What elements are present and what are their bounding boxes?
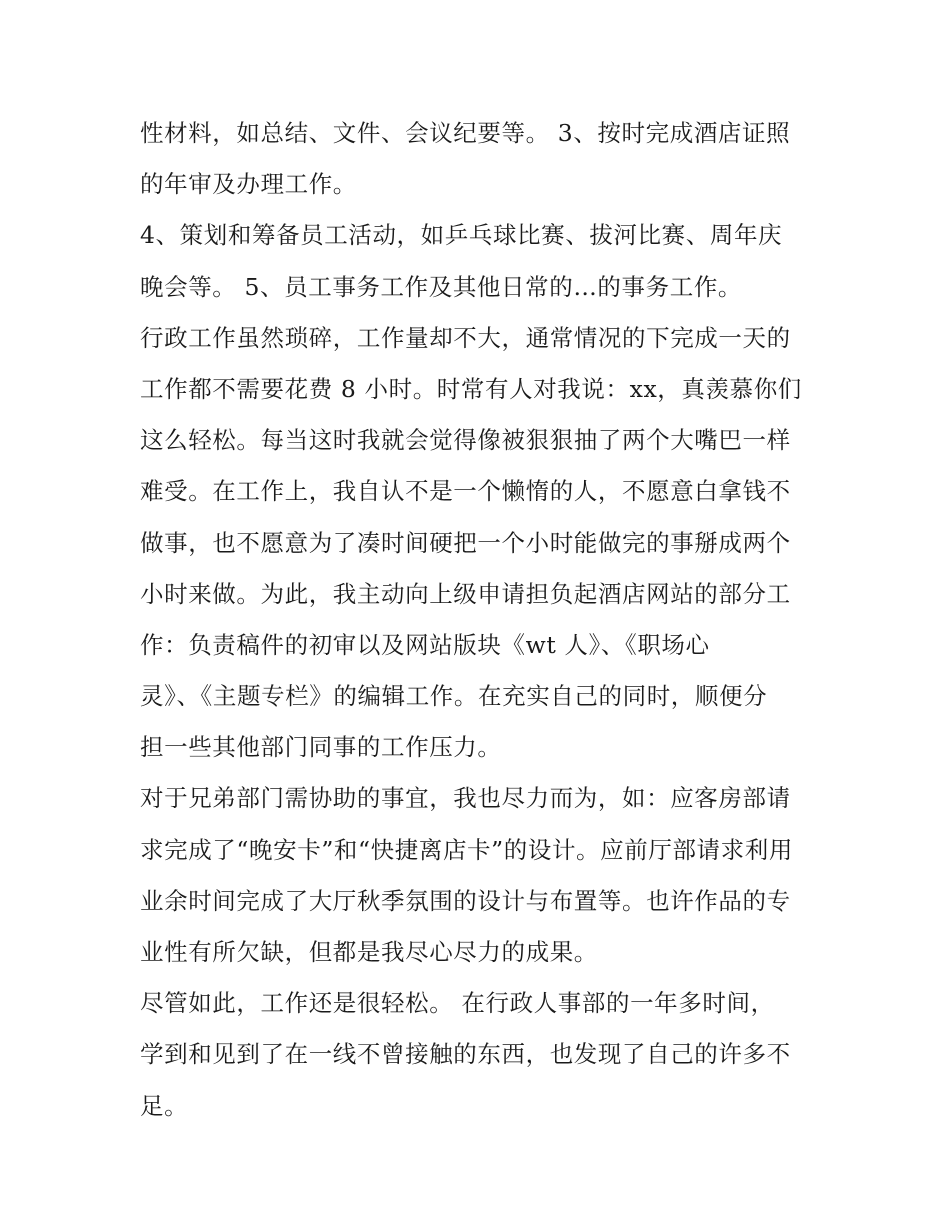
text-line-16: 业余时间完成了大厅秋季氛围的设计与布置等。也许作品的专 [140, 886, 791, 915]
text-line-10: 小时来做。为此，我主动向上级申请担负起酒店网站的部分工 [140, 579, 791, 608]
text-line-19: 学到和见到了在一线不曾接触的东西，也发现了自己的许多不 [140, 1040, 791, 1069]
text-line-9: 做事，也不愿意为了凑时间硬把一个小时能做完的事掰成两个 [140, 528, 791, 557]
text-line-6: 工作都不需要花费 8 小时。时常有人对我说：xx，真羡慕你们 [140, 374, 802, 403]
text-line-4: 晚会等。 5、员工事务工作及其他日常的…的事务工作。 [140, 272, 743, 301]
text-line-8: 难受。在工作上，我自认不是一个懒惰的人，不愿意白拿钱不 [140, 477, 791, 506]
text-line-12: 灵》、《主题专栏》的编辑工作。在充实自己的同时，顺便分 [140, 682, 768, 711]
body-text [140, 108, 820, 1132]
text-line-1: 性材料，如总结、文件、会议纪要等。 3、按时完成酒店证照 [140, 119, 791, 147]
text-line-5: 行政工作虽然琐碎，工作量却不大，通常情况的下完成一天的 [140, 323, 791, 352]
text-line-14: 对于兄弟部门需协助的事宜，我也尽力而为，如：应客房部请 [140, 784, 791, 813]
text-line-17: 业性有所欠缺，但都是我尽心尽力的成果。 [140, 938, 598, 966]
text-line-20: 足。 [140, 1091, 189, 1120]
text-line-3: 4、策划和筹备员工活动，如乒乓球比赛、拔河比赛、周年庆 [140, 221, 783, 250]
text-line-18: 尽管如此，工作还是很轻松。 在行政人事部的一年多时间， [140, 989, 775, 1018]
text-line-2: 的年审及办理工作。 [140, 170, 357, 199]
text-line-7: 这么轻松。每当这时我就会觉得像被狠狠抽了两个大嘴巴一样 [140, 426, 791, 455]
text-line-13: 担一些其他部门同事的工作压力。 [140, 733, 502, 762]
text-line-15: 求完成了“晚安卡”和“快捷离店卡”的设计。应前厅部请求利用 [140, 835, 793, 864]
text-line-11: 作：负责稿件的初审以及网站版块《wt 人》、《职场心 [140, 630, 710, 659]
